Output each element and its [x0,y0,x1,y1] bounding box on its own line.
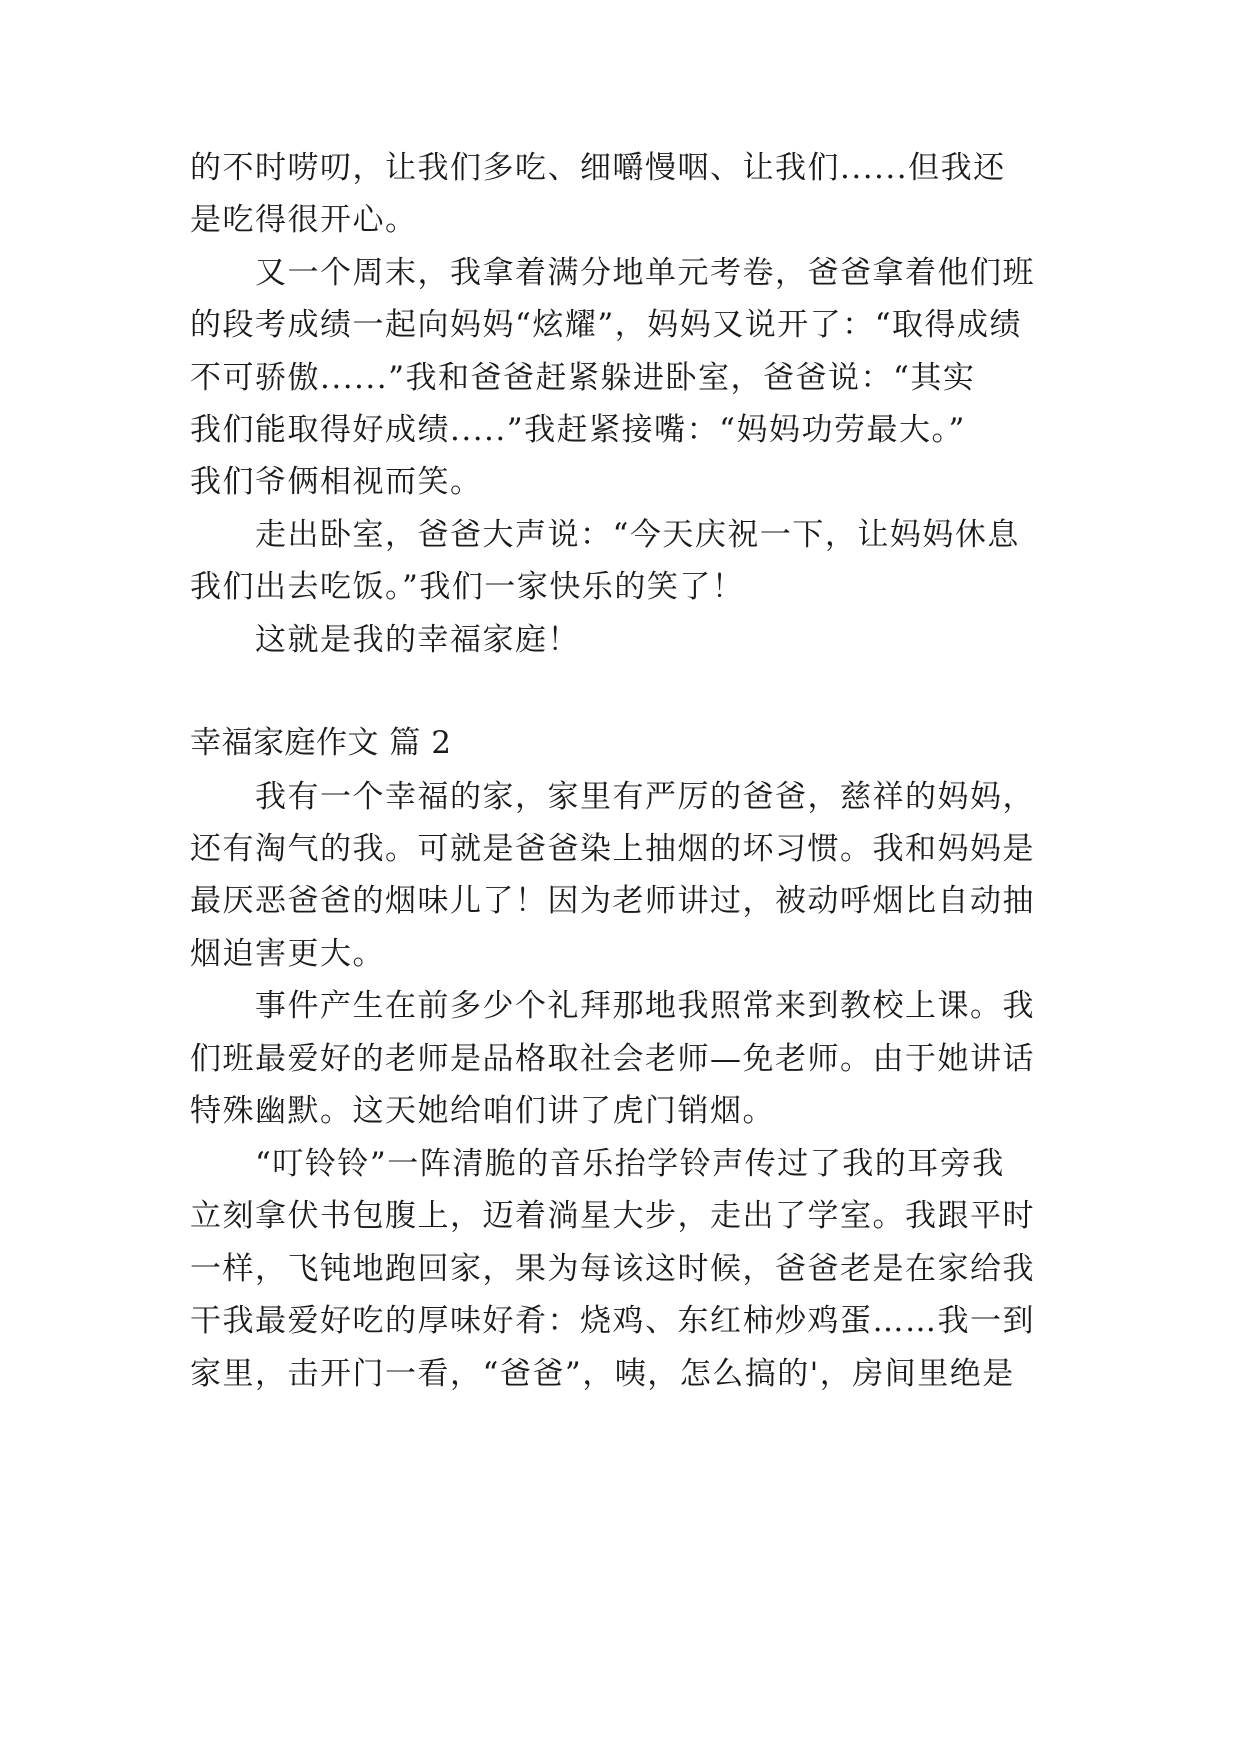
paragraph-line: 最厌恶爸爸的烟味儿了！因为老师讲过，被动呼烟比自动抽 [190,883,1035,919]
paragraph-line: 不可骄傲......”我和爸爸赶紧躲进卧室，爸爸说：“其实 [190,360,976,396]
paragraph-line: 立刻拿伏书包腹上，迈着淌星大步，走出了学室。我跟平时 [190,1198,1035,1234]
paragraph-line: 我们能取得好成绩.....”我赶紧接嘴：“妈妈功劳最大。” [190,412,966,448]
paragraph-line: 们班最爱好的老师是品格取社会老师—免老师。由于她讲话 [190,1041,1035,1077]
paragraph-line: 特殊幽默。这天她给咱们讲了虎门销烟。 [190,1093,775,1129]
paragraph-line: 烟迫害更大。 [190,936,385,972]
paragraph-line: 我们爷俩相视而笑。 [190,464,483,500]
paragraph-line: 的段考成绩一起向妈妈“炫耀”，妈妈又说开了：“取得成绩 [190,307,1023,343]
paragraph-line: 事件产生在前多少个礼拜那地我照常来到教校上课。我 [255,988,1035,1024]
paragraph-line: 干我最爱好吃的厚味好肴：烧鸡、东红柿炒鸡蛋……我一到 [190,1303,1035,1339]
paragraph-line: 的不时唠叨，让我们多吃、细嚼慢咽、让我们......但我还 [190,150,1006,186]
paragraph-line: 还有淘气的我。可就是爸爸染上抽烟的坏习惯。我和妈妈是 [190,831,1035,867]
paragraph-line: 又一个周末，我拿着满分地单元考卷，爸爸拿着他们班 [255,255,1035,291]
paragraph-line: 家里，击开门一看，“爸爸”，咦，怎么搞的'，房间里绝是 [190,1356,1015,1392]
paragraph-line: “叮铃铃”一阵清脆的音乐抬学铃声传过了我的耳旁我 [255,1146,1005,1182]
paragraph-line: 走出卧室，爸爸大声说：“今天庆祝一下，让妈妈休息 [255,517,1020,553]
paragraph-line: 是吃得很开心。 [190,202,418,238]
paragraph-line: 我有一个幸福的家，家里有严厉的爸爸，慈祥的妈妈， [255,779,1035,815]
section-heading: 幸福家庭作文 篇 2 [190,725,452,761]
paragraph-line: 我们出去吃饭。”我们一家快乐的笑了！ [190,569,745,605]
paragraph-line: 一样，飞钝地跑回家，果为每该这时候，爸爸老是在家给我 [190,1251,1035,1287]
paragraph-line: 这就是我的幸福家庭！ [255,622,580,658]
